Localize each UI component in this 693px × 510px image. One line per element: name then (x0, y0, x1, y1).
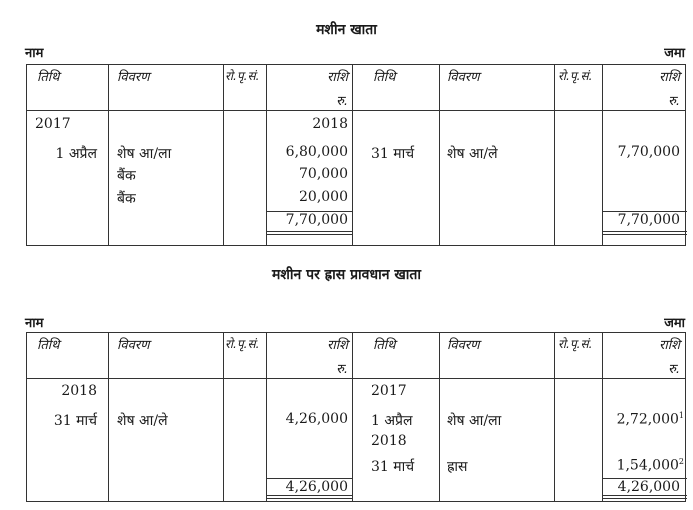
header-date: तिथि (373, 338, 396, 353)
entry-particulars: बैंक (117, 191, 136, 207)
header-date: तिथि (373, 70, 396, 85)
entry-amount: 2,72,000$^1$ (616, 411, 684, 428)
header-amount: राशि (327, 338, 348, 353)
entry-amount: 70,000 (299, 166, 348, 182)
header-jf: रो.पृ.सं. (225, 69, 260, 83)
credit-total: 7,70,000 (617, 212, 680, 228)
header-date: तिथि (37, 70, 60, 85)
entry-date: 1 अप्रैल (55, 146, 97, 162)
header-currency: रु. (336, 94, 348, 109)
entry-year: 2018 (371, 433, 407, 449)
debit-total: 4,26,000 (285, 479, 348, 495)
header-date: तिथि (37, 338, 60, 353)
entry-date: 31 मार्च (371, 459, 415, 475)
entry-date: 31 मार्च (53, 413, 97, 429)
debit-total: 7,70,000 (285, 212, 348, 228)
header-currency: रु. (668, 362, 680, 377)
entry-amount: 7,70,000 (617, 144, 680, 160)
debit-label: नाम (25, 46, 44, 61)
debit-year: 2018 (61, 383, 97, 399)
header-particulars: विवरण (447, 338, 480, 353)
header-jf: रो.पृ.सं. (558, 69, 593, 83)
entry-year: 2017 (371, 383, 407, 399)
entry-amount: 1,54,000$^2$ (616, 457, 684, 474)
header-currency: रु. (668, 94, 680, 109)
debit-year: 2017 (35, 116, 71, 132)
header-currency: रु. (336, 362, 348, 377)
machine-account-title: मशीन खाता (316, 22, 377, 38)
debit-label: नाम (25, 316, 44, 331)
header-amount: राशि (659, 70, 680, 85)
depreciation-provision-ledger (26, 332, 686, 502)
entry-amount: 6,80,000 (285, 144, 348, 160)
depreciation-provision-account-title: मशीन पर ह्रास प्रावधान खाता (271, 267, 422, 283)
header-amount: राशि (659, 338, 680, 353)
header-particulars: विवरण (117, 338, 150, 353)
entry-particulars: शेष आ/ले (117, 413, 168, 429)
machine-account-ledger (26, 64, 686, 246)
credit-label: जमा (664, 46, 685, 61)
header-particulars: विवरण (117, 70, 150, 85)
entry-particulars: बैंक (117, 168, 136, 184)
credit-total: 4,26,000 (617, 479, 680, 495)
entry-particulars: शेष आ/ला (447, 413, 502, 429)
entry-particulars: ह्रास (447, 459, 468, 475)
amount-year: 2018 (312, 116, 348, 132)
entry-amount: 4,26,000 (285, 411, 348, 427)
header-amount: राशि (327, 70, 348, 85)
entry-amount: 20,000 (299, 189, 348, 205)
entry-date: 1 अप्रैल (371, 413, 413, 429)
credit-label: जमा (664, 316, 685, 331)
entry-particulars: शेष आ/ले (447, 146, 498, 162)
entry-date: 31 मार्च (371, 146, 415, 162)
header-jf: रो.पृ.सं. (225, 337, 260, 351)
entry-particulars: शेष आ/ला (117, 146, 172, 162)
header-jf: रो.पृ.सं. (558, 337, 593, 351)
header-particulars: विवरण (447, 70, 480, 85)
